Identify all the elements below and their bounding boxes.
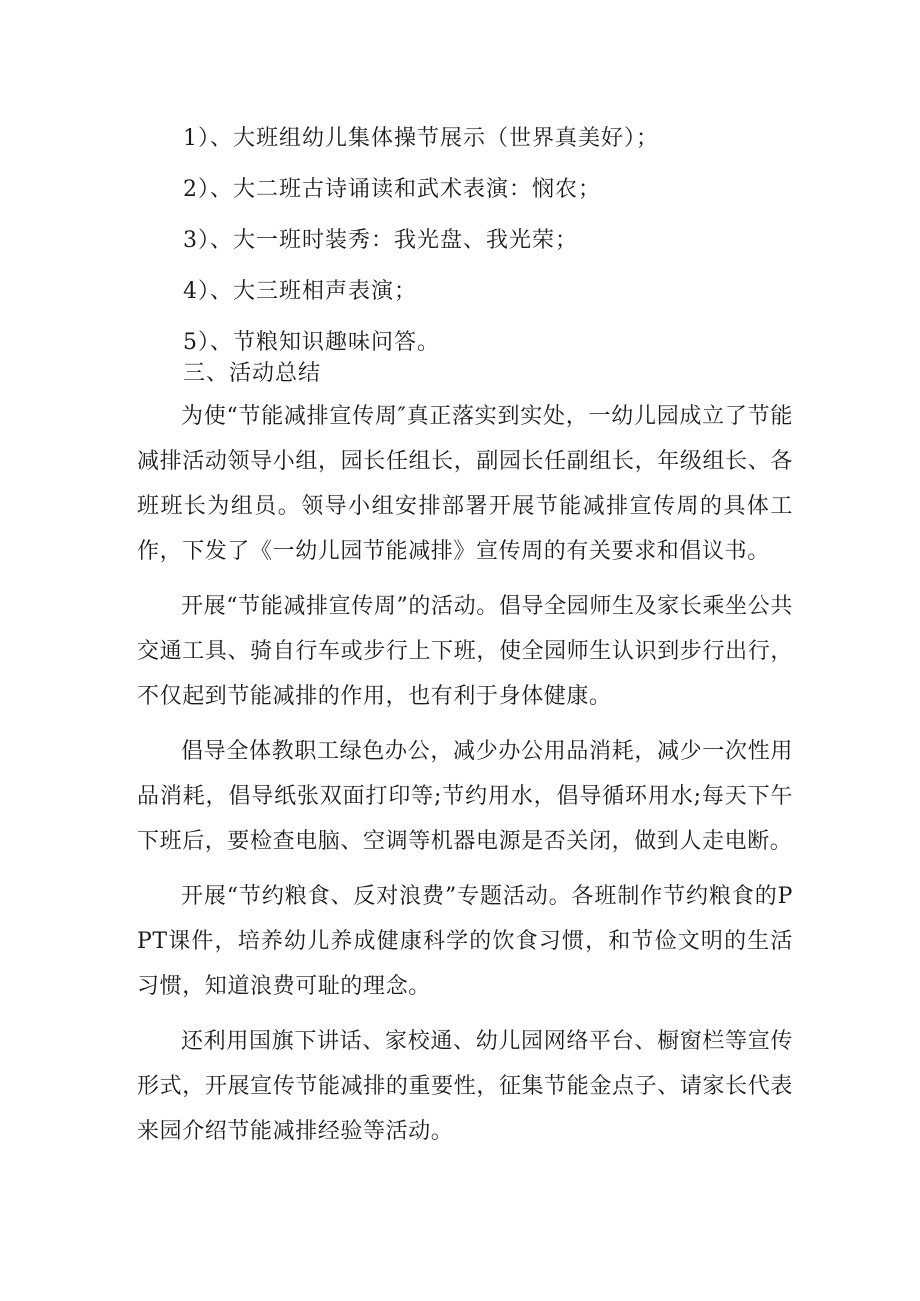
paragraph: 为使“节能减排宣传周″真正落实到实处，一幼儿园成立了节能减排活动领导小组，园长任组长，副园长任副组长，年级组长、各班班长为组员。领导小组安排部署开展节能减排宣传周的具体工作，下发了《一幼儿园节能减排》宣传周的有关要求和倡议书。: [137, 404, 793, 564]
paragraph: 开展“节能减排宣传周”的活动。倡导全园师生及家长乘坐公共交通工具、骑自行车或步行上下班，使全园师生认识到步行出行，不仅起到节能减排的作用，也有利于身体健康。: [137, 594, 793, 709]
section-heading: 三、活动总结: [183, 361, 322, 386]
paragraph: 开展“节约粮食、反对浪费”专题活动。各班制作节约粮食的PPT课件，培养幼儿养成健康科学的饮食习惯，和节俭文明的生活习惯，知道浪费可耻的理念。: [137, 884, 793, 999]
program-list: [183, 113, 823, 368]
list-item: 4）、大三班相声表演；: [183, 279, 417, 304]
list-item: 3）、大一班时装秀：我光盘、我光荣；: [183, 228, 578, 253]
body-text: [137, 394, 793, 1164]
list-item: 1）、大班组幼儿集体操节展示（世界真美好）；: [183, 126, 659, 151]
paragraph: 还利用国旗下讲话、家校通、幼儿园网络平台、橱窗栏等宣传形式，开展宣传节能减排的重要性，征集节能金点子、请家长代表来园介绍节能减排经验等活动。: [137, 1029, 793, 1144]
list-item: 2）、大二班古诗诵读和武术表演：悯农；: [183, 177, 601, 202]
paragraph: 倡导全体教职工绿色办公，减少办公用品消耗，减少一次性用品消耗，倡导纸张双面打印等;节约用水，倡导循环用水;每天下午下班后，要检查电脑、空调等机器电源是否关闭，做到人走电断。: [137, 739, 793, 854]
list-item: 5）、节粮知识趣味问答。: [183, 330, 440, 355]
